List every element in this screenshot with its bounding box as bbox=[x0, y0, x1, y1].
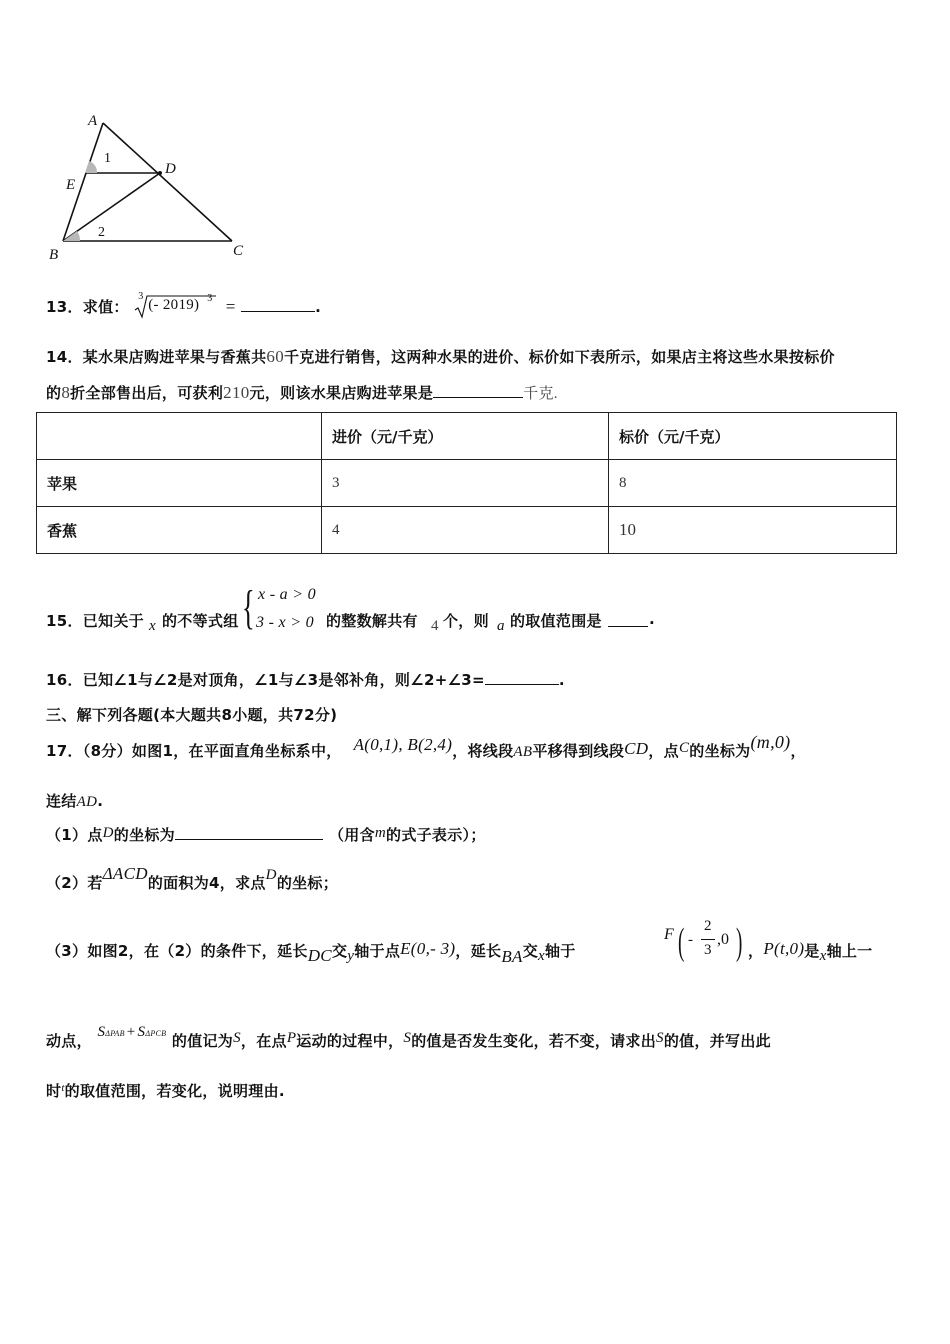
q17-line2a: 连结 bbox=[46, 792, 77, 810]
q17-x: x bbox=[538, 948, 545, 964]
angle-1-mark bbox=[85, 161, 97, 173]
q17-S-3: S bbox=[656, 1030, 664, 1046]
q15-text-3: 个，则 bbox=[443, 612, 489, 630]
q17-F-post: ,0 bbox=[717, 931, 729, 948]
q17-text-1: ，将线段 bbox=[452, 742, 514, 760]
q15-inequality-2: 3 - x > 0 bbox=[256, 614, 314, 631]
q17-p2c: 的坐标； bbox=[276, 874, 339, 892]
q17-E: E(0,- 3) bbox=[400, 939, 456, 958]
q17-p2b: 的面积为4，求点 bbox=[147, 874, 266, 892]
q17-p3e: 交 bbox=[522, 942, 538, 960]
q13-answer-blank[interactable] bbox=[241, 297, 315, 312]
q17-line4b: 的值记为 bbox=[171, 1032, 234, 1050]
label-E: E bbox=[66, 177, 76, 193]
q17-F-denominator: 3 bbox=[704, 942, 712, 958]
q17-F-minus: - bbox=[688, 932, 693, 948]
q17-S2: S bbox=[137, 1024, 146, 1040]
q17-F-fraction-bar bbox=[701, 939, 715, 940]
q15-var-a: a bbox=[497, 618, 505, 634]
q15-inequality-1: x - a > 0 bbox=[258, 586, 316, 603]
q17-number: 17．（8分）如图1，在平面直角坐标系中， bbox=[46, 742, 342, 760]
table-row bbox=[37, 460, 897, 507]
table-row bbox=[37, 507, 897, 554]
point-D-dot bbox=[158, 171, 162, 175]
q15-answer-blank[interactable] bbox=[608, 612, 648, 627]
q17-sub-PAB: ΔPAB bbox=[105, 1029, 125, 1038]
q17-p1a: （1）点 bbox=[46, 826, 103, 844]
q17-text-3: ，点 bbox=[648, 742, 679, 760]
q17-p1c: （用含 bbox=[328, 826, 375, 844]
q17-F-paren-left: ( bbox=[678, 921, 685, 963]
table-header-row bbox=[37, 413, 897, 460]
q17-S-2: S bbox=[403, 1030, 412, 1046]
q17-BA: BA bbox=[501, 947, 523, 966]
q14-number: 14．某水果店购进苹果与香蕉共 bbox=[46, 348, 267, 366]
q14-total: 60 bbox=[266, 347, 284, 366]
q17-DC: DC bbox=[307, 946, 332, 965]
label-angle-1: 1 bbox=[104, 151, 111, 166]
q17-m: m bbox=[374, 825, 387, 841]
question-17-part-2 bbox=[46, 864, 339, 893]
q17-sub-PCB: ΔPCB bbox=[145, 1029, 167, 1038]
q17-C: C bbox=[678, 740, 690, 756]
q17-t: t bbox=[61, 1082, 65, 1094]
label-A: A bbox=[88, 113, 98, 129]
label-angle-2: 2 bbox=[98, 225, 105, 240]
q15-number: 15．已知关于 bbox=[46, 612, 144, 630]
table-cell: 香蕉 bbox=[37, 507, 322, 554]
question-17-line-4 bbox=[46, 1024, 771, 1051]
q17-P: P(t,0) bbox=[763, 939, 805, 958]
q17-p2a: （2）若 bbox=[46, 874, 103, 892]
q17-p3g: ， bbox=[748, 942, 764, 960]
table-cell: 10 bbox=[609, 507, 897, 554]
q15-text-4: 的取值范围是 bbox=[510, 612, 602, 630]
q13-root-index: 3 bbox=[138, 290, 144, 302]
q17-p3f: 轴于 bbox=[544, 942, 576, 960]
q13-radicand: (- 2019) bbox=[148, 296, 200, 313]
q14-answer-blank[interactable] bbox=[433, 383, 523, 398]
q14-unit: 千克. bbox=[523, 386, 558, 402]
q13-end: . bbox=[315, 298, 322, 316]
q17-p1-answer-blank[interactable] bbox=[175, 825, 323, 840]
question-17-part-1 bbox=[46, 824, 486, 845]
table-header-cell bbox=[37, 413, 322, 460]
q14-profit: 210 bbox=[223, 383, 250, 402]
q17-line4c: ，在点 bbox=[240, 1032, 287, 1050]
q14-text-2b: 折全部售出后，可获利 bbox=[70, 384, 224, 402]
q17-triangle-ACD: ΔACD bbox=[102, 864, 148, 883]
q16-answer-blank[interactable] bbox=[485, 670, 559, 685]
q15-count: 4 bbox=[431, 618, 439, 634]
question-14-line-1 bbox=[46, 346, 835, 367]
q17-plus: + bbox=[126, 1024, 136, 1040]
q17-S: S bbox=[233, 1030, 241, 1046]
q15-var-x: x bbox=[149, 618, 156, 634]
geometry-figure bbox=[40, 105, 270, 270]
q17-line5b: 的取值范围，若变化，说明理由. bbox=[64, 1082, 285, 1100]
q17-text-4: 的坐标为 bbox=[689, 742, 751, 760]
segment-AC bbox=[103, 123, 232, 241]
section-3-heading: 三、解下列各题(本大题共8小题，共72分) bbox=[46, 706, 338, 724]
q15-text-2: 的整数解共有 bbox=[326, 612, 418, 630]
q17-text-5: ， bbox=[790, 742, 806, 760]
q17-points: A(0,1), B(2,4) bbox=[353, 735, 453, 754]
q17-p3h: 是 bbox=[804, 942, 820, 960]
q17-line4a: 动点， bbox=[46, 1032, 92, 1050]
q17-AD: AD bbox=[76, 794, 98, 810]
q17-F-paren-right: ) bbox=[736, 921, 743, 963]
question-17-line-1 bbox=[46, 732, 806, 761]
q14-text-1: 千克进行销售，这两种水果的进价、标价如下表所示，如果店主将这些水果按标价 bbox=[284, 348, 835, 366]
q17-text-2: 平移得到线段 bbox=[532, 742, 625, 760]
q17-line4d: 运动的过程中， bbox=[296, 1032, 404, 1050]
q17-F-expression bbox=[664, 918, 746, 966]
q16-text: 16．已知∠1与∠2是对顶角，∠1与∠3是邻补角，则∠2+∠3= bbox=[46, 671, 485, 689]
question-17-line-5 bbox=[46, 1080, 285, 1101]
question-17-part-3-tail bbox=[748, 939, 873, 964]
table-cell: 苹果 bbox=[37, 460, 322, 507]
table-header-cell: 进价（元/千克） bbox=[322, 413, 609, 460]
q17-CD: CD bbox=[624, 739, 649, 758]
q14-text-2a: 的 bbox=[46, 384, 62, 402]
question-17-part-3 bbox=[46, 939, 576, 966]
q17-D-2: D bbox=[265, 867, 277, 883]
q17-F-numerator: 2 bbox=[704, 918, 712, 934]
q13-expression bbox=[134, 290, 216, 319]
q17-S1: S bbox=[97, 1024, 106, 1040]
label-B: B bbox=[49, 247, 59, 263]
q17-line4e: 的值是否发生变化，若不变，请求出 bbox=[411, 1032, 657, 1050]
label-D: D bbox=[165, 161, 176, 177]
q15-end: . bbox=[649, 610, 655, 628]
q17-p3d: ，延长 bbox=[455, 942, 502, 960]
table-header-cell: 标价（元/千克） bbox=[609, 413, 897, 460]
question-16 bbox=[46, 669, 565, 690]
table-cell: 8 bbox=[609, 460, 897, 507]
q17-AB: AB bbox=[513, 744, 533, 760]
q14-text-2c: 元，则该水果店购进苹果是 bbox=[249, 384, 434, 402]
q17-p1d: 的式子表示）； bbox=[386, 826, 486, 844]
q13-exponent: 3 bbox=[207, 292, 213, 304]
q17-line5a: 时 bbox=[46, 1082, 62, 1100]
segment-BD bbox=[63, 173, 160, 241]
q17-y: y bbox=[347, 948, 355, 964]
q17-C-coordinate: (m,0) bbox=[750, 732, 791, 752]
q17-p3a: （3）如图2，在（2）的条件下，延长 bbox=[46, 942, 308, 960]
q15-text-1: 的不等式组 bbox=[162, 612, 239, 630]
price-table bbox=[36, 412, 897, 554]
q17-line4f: 的值，并写出此 bbox=[663, 1032, 771, 1050]
q17-p1b: 的坐标为 bbox=[113, 826, 175, 844]
q17-p3c: 轴于点 bbox=[354, 942, 401, 960]
table-cell: 4 bbox=[322, 507, 609, 554]
q17-F-label: F bbox=[664, 926, 674, 943]
table-cell: 3 bbox=[322, 460, 609, 507]
q17-p3b: 交 bbox=[331, 942, 348, 960]
q17-D: D bbox=[102, 825, 114, 841]
q16-end: . bbox=[558, 671, 565, 689]
q17-Pv: P bbox=[286, 1030, 297, 1046]
label-C: C bbox=[233, 243, 244, 259]
q17-line2b: . bbox=[97, 792, 104, 810]
q17-x-2: x bbox=[819, 948, 827, 964]
question-17-line-2 bbox=[46, 790, 103, 811]
q13-number: 13．求值： bbox=[46, 298, 129, 316]
q13-equals: = bbox=[225, 297, 236, 316]
q17-p3i: 轴上一 bbox=[826, 942, 873, 960]
question-14-line-2 bbox=[46, 382, 558, 403]
question-13 bbox=[46, 290, 322, 319]
q15-brace: { bbox=[242, 581, 255, 634]
q14-discount: 8 bbox=[61, 383, 71, 402]
